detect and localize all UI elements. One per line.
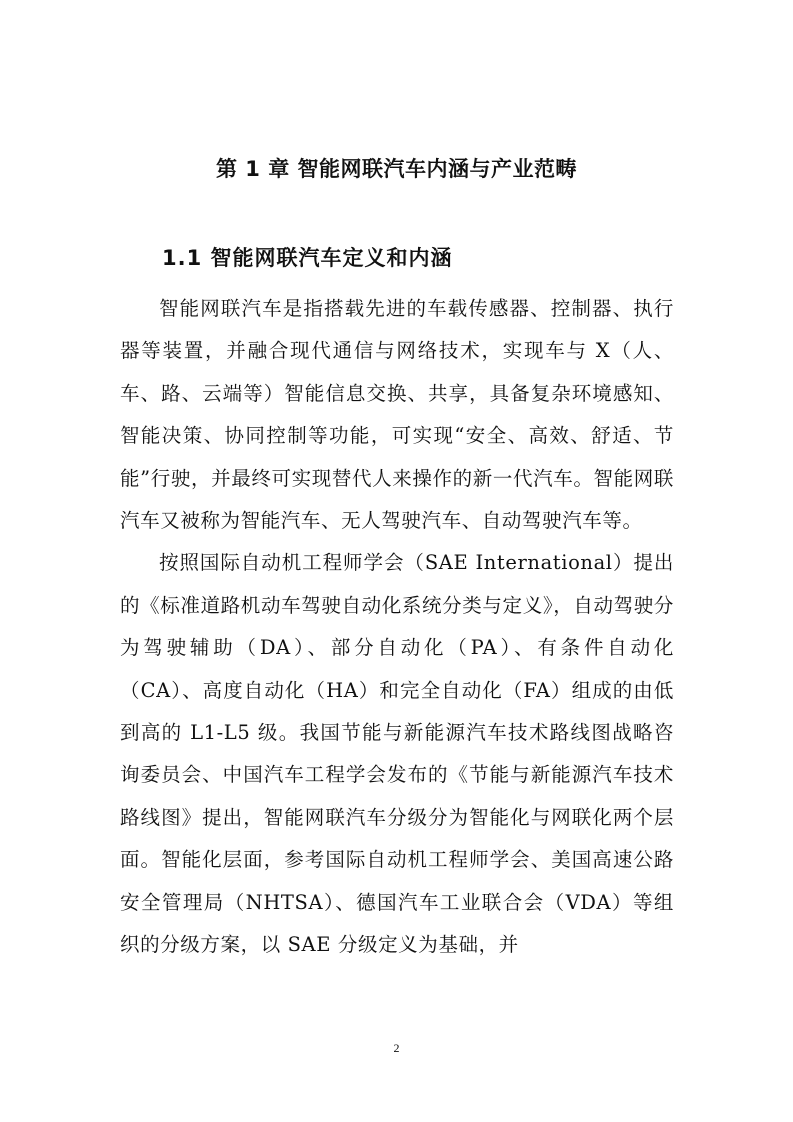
paragraph-classification: 按照国际自动机工程师学会（SAE International）提出的《标准道路机动车驾驶自动化系统分类与定义》，自动驾驶分为驾驶辅助（DA）、部分自动化（PA）、有条件自动化（CA）、高度自动化（HA）和完全自动化（FA）组成的由低到高的 L1-L5 级。我国节能与新能源汽车技术路线图战略咨询委员会、中国汽车工程学会发布的《节能与新能源汽车技术路线图》提出，智能网联汽车分级分为智能化与网联化两个层面。智能化层面，参考国际自动机工程师学会、美国高速公路安全管理局（NHTSA）、德国汽车工业联合会（VDA）等组织的分级方案，以 SAE 分级定义为基础，并 <box>120 551 674 957</box>
section-title: 1.1 智能网联汽车定义和内涵 <box>162 246 453 270</box>
page-number: 2 <box>393 1041 400 1055</box>
body-text <box>120 288 674 967</box>
paragraph-definition: 智能网联汽车是指搭载先进的车载传感器、控制器、执行器等装置，并融合现代通信与网络技术，实现车与 X（人、车、路、云端等）智能信息交换、共享，具备复杂环境感知、智能决策、协同控制等功能，可实现“安全、高效、舒适、节能”行驶，并最终可实现替代人来操作的新一代汽车。智能网联汽车又被称为智能汽车、无人驾驶汽车、自动驾驶汽车等。 <box>120 297 674 533</box>
chapter-title: 第 1 章 智能网联汽车内涵与产业范畴 <box>215 157 578 181</box>
